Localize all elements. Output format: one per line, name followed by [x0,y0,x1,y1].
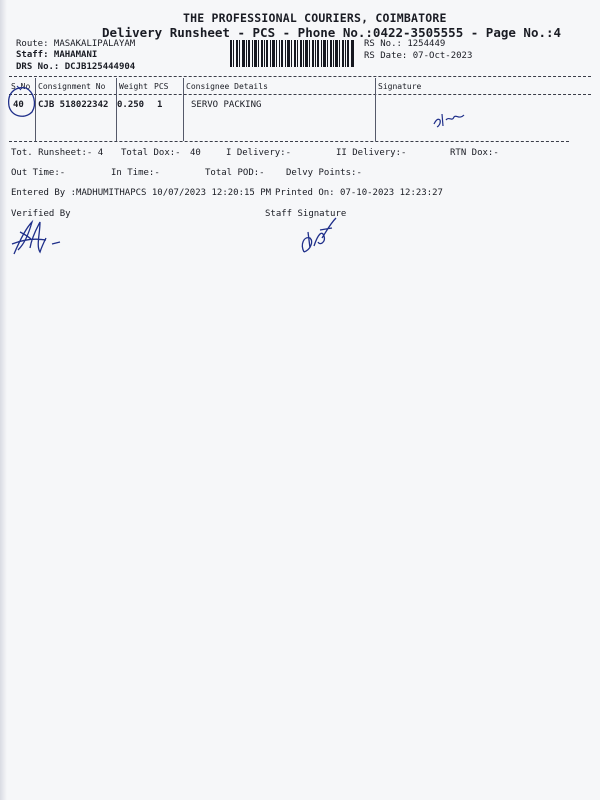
in-time: In Time:- [111,168,160,178]
drs-number: DRS No.: DCJB125444904 [16,62,136,72]
col-divider [183,78,184,141]
staff-signature [296,214,344,258]
rs-date: RS Date: 07-Oct-2023 [364,51,473,61]
verified-signature [6,218,70,260]
staff-label: Staff: MAHAMANI [16,50,98,60]
barcode-image [230,40,354,67]
col-header-pcs: PCS [154,82,169,91]
delvy-points: Delvy Points:- [286,168,362,178]
table-top-rule [9,76,591,77]
handwritten-signature-mark [430,106,470,132]
runsheet-title: Delivery Runsheet - PCS - Phone No.:0422-3505555 - Page No.:4 [102,25,562,40]
col-header-consignment: Consignment No [38,82,106,91]
rs-number: RS No.: 1254449 [364,39,446,49]
table-bottom-rule [9,141,569,142]
staff-signature-label: Staff Signature [265,209,347,219]
printed-on: Printed On: 07-10-2023 12:23:27 [275,188,443,198]
row-pcs: 1 [157,100,163,110]
rtn-dox: RTN Dox:- [450,148,499,158]
company-name: THE PROFESSIONAL COURIERS, COIMBATORE [183,11,447,25]
verified-by-label: Verified By [11,209,71,219]
col-divider [375,78,376,141]
entered-by: Entered By :MADHUMITHAPCS 10/07/2023 12:20:15 PM [11,188,272,198]
row-weight: 0.250 [117,100,145,110]
total-pod: Total POD:- [205,168,265,178]
col-header-sno: S No [11,82,31,91]
i-delivery: I Delivery:- [226,148,292,158]
route-label: Route: MASAKALIPALAYAM [16,39,136,49]
row-consignee: SERVO PACKING [191,100,262,110]
total-dox-label: Total Dox:- [121,148,181,158]
total-dox-value: 40 [190,148,201,158]
col-header-weight: Weight [119,82,148,91]
ii-delivery: II Delivery:- [336,148,407,158]
row-consignment-no: CJB 518022342 [38,100,109,110]
row-sno: 40 [13,100,24,110]
out-time: Out Time:- [11,168,66,178]
col-header-signature: Signature [378,82,422,91]
tot-runsheet: Tot. Runsheet:- 4 [11,148,104,158]
handwritten-circle-mark [4,84,40,122]
col-header-consignee: Consignee Details [186,82,268,91]
table-header-rule [9,94,591,95]
